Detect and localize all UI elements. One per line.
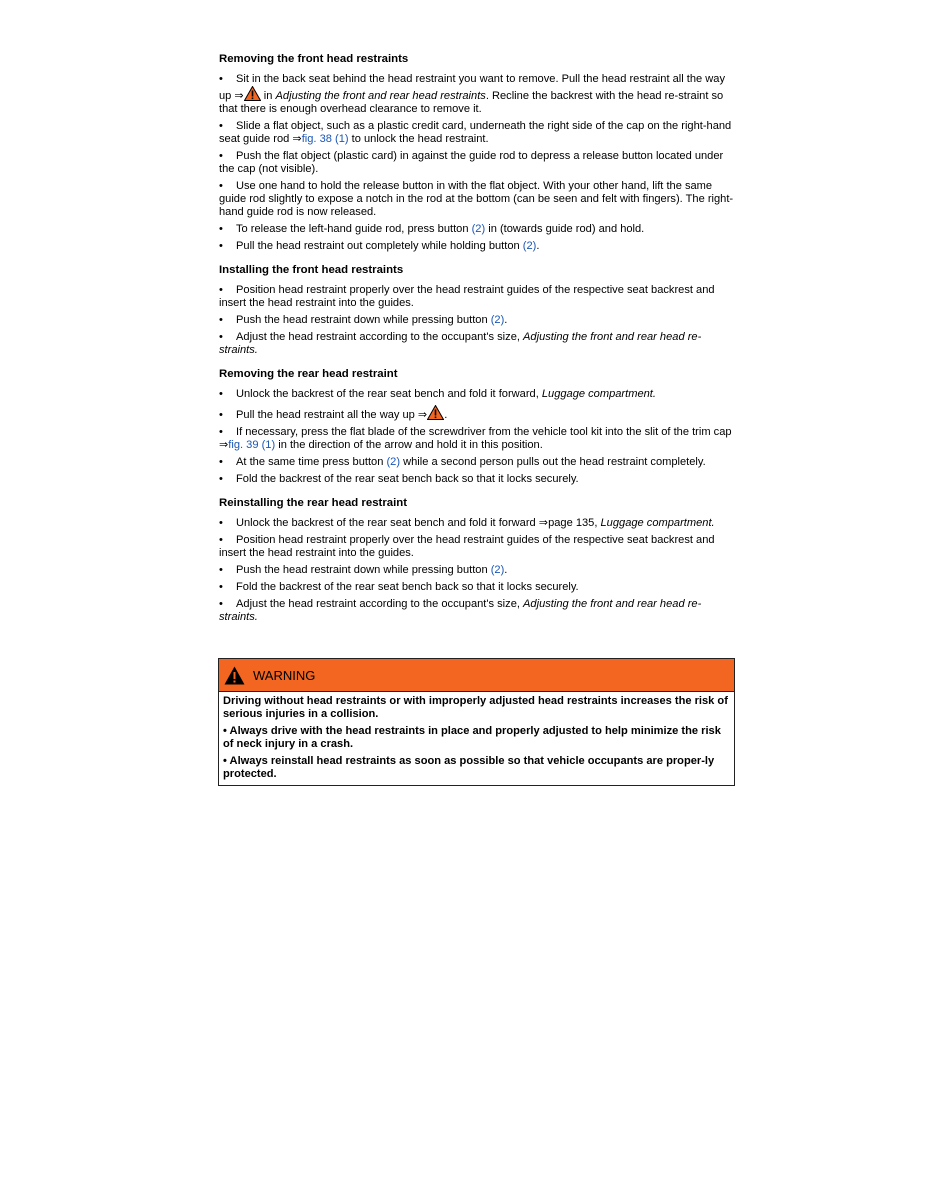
list-item: • Unlock the backrest of the rear seat bench and fold it forward ⇒page 135, Luggage compartment. <box>219 517 715 529</box>
figure-link[interactable]: fig. 38 (1) <box>301 133 349 145</box>
list-item: • Position head restraint properly over the head restraint guides of the respective seat backrest and insert the head restraint into the guides. <box>219 284 715 309</box>
warning-title: WARNING <box>253 667 316 683</box>
manual-content <box>219 52 735 634</box>
list-item: • Unlock the backrest of the rear seat bench and fold it forward, Luggage compartment. <box>219 388 656 400</box>
section-removing-rear <box>219 367 735 486</box>
list-item: • Use one hand to hold the release button in with the flat object. With your other hand, lift the same guide rod slightly to expose a notch in the rod at the bottom (can be seen and felt with fingers). The right-hand guide rod is now released. <box>219 180 734 218</box>
warning-triangle-icon <box>244 86 261 101</box>
list-item: • Push the flat object (plastic card) in against the guide rod to depress a release button located under the cap (not visible). <box>219 150 724 175</box>
warning-text: • Always drive with the head restraints in place and properly adjusted to help minimize the risk of neck injury in a crash. <box>223 725 721 750</box>
section-heading: Removing the rear head restraint <box>219 368 398 380</box>
warning-text: • Always reinstall head restraints as soon as possible so that vehicle occupants are proper-ly protected. <box>223 755 715 780</box>
section-reinstalling-rear <box>219 496 735 624</box>
list-item: • To release the left-hand guide rod, press button (2) in (towards guide rod) and hold. <box>219 223 645 235</box>
warning-text: Driving without head restraints or with improperly adjusted head restraints increases the risk of serious injuries in a collision. <box>223 695 728 720</box>
section-heading: Reinstalling the rear head restraint <box>219 497 408 509</box>
list-item: • Push the head restraint down while pressing button (2). <box>219 314 508 326</box>
list-item: • Pull the head restraint out completely while holding button (2). <box>219 240 540 252</box>
list-item: • Pull the head restraint all the way up ⇒ . <box>219 405 735 422</box>
button-ref-link[interactable]: (2) <box>490 564 505 576</box>
list-item: • Push the head restraint down while pressing button (2). <box>219 564 508 576</box>
list-item: • If necessary, press the flat blade of the screwdriver from the vehicle tool kit into the slit of the trim cap ⇒fig. 39 (1) in the direction of the arrow and hold it in this position. <box>219 426 732 451</box>
button-ref-link[interactable]: (2) <box>490 314 505 326</box>
warning-triangle-icon <box>224 666 245 685</box>
warning-box <box>218 658 735 786</box>
figure-link[interactable]: fig. 39 (1) <box>228 439 276 451</box>
warning-triangle-icon <box>427 405 444 420</box>
list-item: • Fold the backrest of the rear seat bench back so that it locks securely. <box>219 581 579 593</box>
list-item: • Adjust the head restraint according to the occupant's size, Adjusting the front and rear head re-straints. <box>219 331 702 356</box>
warning-body <box>219 692 734 785</box>
warning-header <box>219 659 734 692</box>
list-item: • Sit in the back seat behind the head restraint you want to remove. Pull the head restraint all the way up ⇒ in Adjusting the front and rear head restraints. Recline the backrest with the head re-straint so that there is enough overhead clearance to remove it. <box>219 73 726 115</box>
list-item: • At the same time press button (2) while a second person pulls out the head restraint completely. <box>219 456 706 468</box>
section-heading: Removing the front head restraints <box>219 53 409 65</box>
section-installing-front <box>219 263 735 357</box>
list-item: • Position head restraint properly over the head restraint guides of the respective seat backrest and insert the head restraint into the guides. <box>219 534 715 559</box>
list-item: • Adjust the head restraint according to the occupant's size, Adjusting the front and rear head re-straints. <box>219 598 702 623</box>
list-item: • Slide a flat object, such as a plastic credit card, underneath the right side of the cap on the right-hand seat guide rod ⇒fig. 38 (1) to unlock the head restraint. <box>219 120 732 145</box>
list-item: • Fold the backrest of the rear seat bench back so that it locks securely. <box>219 473 579 485</box>
button-ref-link[interactable]: (2) <box>471 223 486 235</box>
section-removing-front <box>219 52 735 253</box>
button-ref-link[interactable]: (2) <box>522 240 537 252</box>
section-heading: Installing the front head restraints <box>219 264 404 276</box>
button-ref-link[interactable]: (2) <box>386 456 401 468</box>
